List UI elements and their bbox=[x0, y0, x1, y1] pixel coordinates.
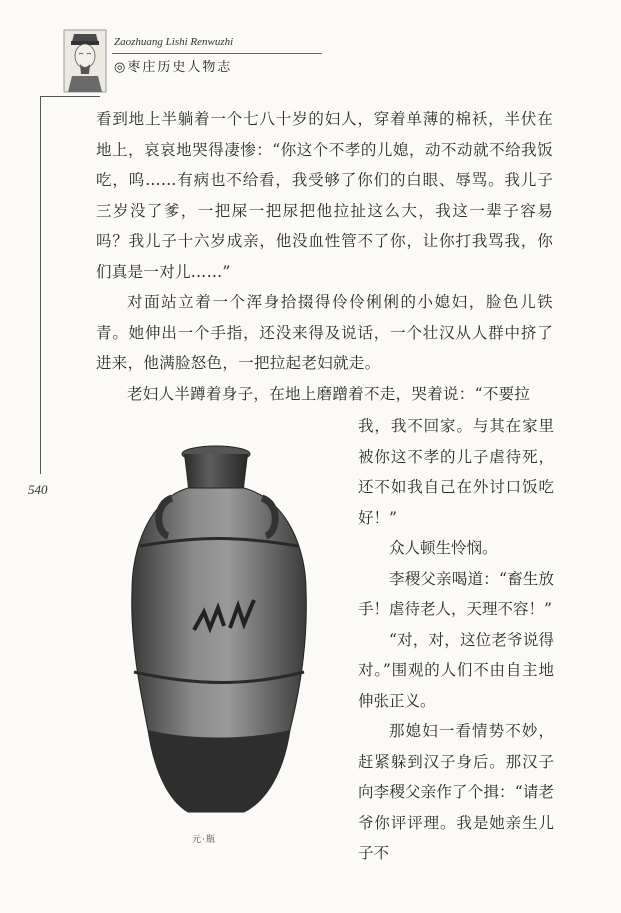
margin-rule-horizontal bbox=[40, 96, 100, 97]
paragraph-5: 李稷父亲喝道：“畜生放手！虐待老人，天理不容！” bbox=[358, 569, 554, 618]
figure-caption: 元·瓶 bbox=[192, 835, 216, 845]
paragraph-6: “对，对，这位老爷说得对。”围观的人们不由自主地伸张正义。 bbox=[358, 630, 554, 710]
paragraph-3-continued: 我，我不回家。与其在家里被你这不孝的儿子虐待死，还不如我自己在外讨口饭吃好！” bbox=[358, 417, 554, 527]
header-pinyin: Zaozhuang Lishi Renwuzhi bbox=[114, 36, 234, 48]
header-title: ◎枣庄历史人物志 bbox=[114, 60, 233, 75]
running-header bbox=[62, 28, 282, 98]
paragraph-2: 对面站立着一个浑身拾掇得伶伶俐俐的小媳妇，脸色儿铁青。她伸出一个手指，还没来得及说话，一个壮汉从人群中挤了进来，他满脸怒色，一把拉起老妇就走。 bbox=[96, 293, 553, 372]
paragraph-1: 看到地上半躺着一个七八十岁的妇人，穿着单薄的棉袄，半伏在地上，哀哀地哭得凄惨：“你这个不孝的儿媳，动不动就不给我饭吃，呜……有病也不给看，我受够了你们的白眼、辱骂。我儿子三岁没了爹，一把屎一把尿把他拉扯这么大，我这一辈子容易吗？我儿子十六岁成亲，他没血性管不了你，让你打我骂我，你们真是一对儿……” bbox=[96, 110, 553, 281]
text-column-beside-figure bbox=[358, 411, 554, 869]
portrait-illustration bbox=[62, 28, 108, 94]
margin-rule-vertical bbox=[40, 96, 41, 474]
paragraph-3: 老妇人半蹲着身子，在地上磨蹭着不走，哭着说：“不要拉 bbox=[127, 385, 531, 403]
paragraph-7: 那媳妇一看情势不妙，赶紧躲到汉子身后。那汉子向李稷父亲作了个揖：“请老爷你评评理。我是她亲生儿子不 bbox=[358, 722, 554, 862]
vase-photo bbox=[118, 440, 318, 820]
paragraph-4: 众人顿生怜悯。 bbox=[389, 539, 498, 557]
header-divider bbox=[112, 53, 322, 54]
page-number: 540 bbox=[28, 482, 48, 497]
